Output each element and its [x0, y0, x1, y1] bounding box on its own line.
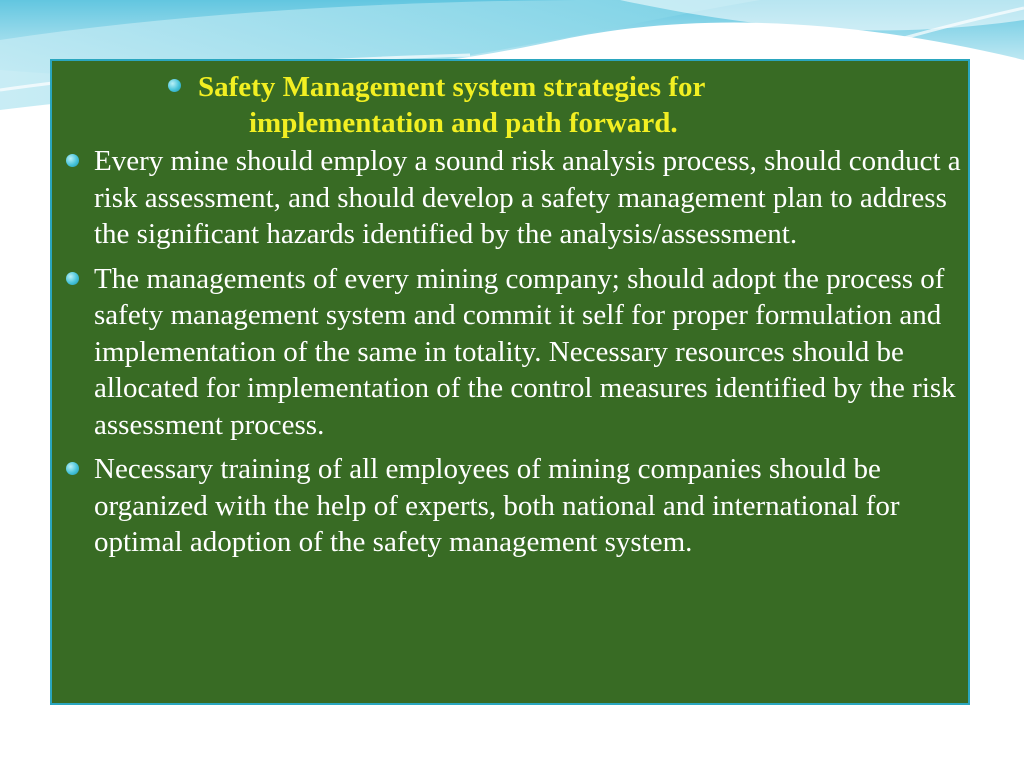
bullet-text: The managements of every mining company; should adopt the process of safety management system and commit it self for proper formulation and implementation of the same in totality. Necessary resources should be allocated for implementation of the control measures identified by the risk assessment process.: [94, 262, 956, 441]
heading-line-1: Safety Management system strategies for: [198, 71, 706, 103]
content-box: [50, 59, 970, 705]
bullet-text: Necessary training of all employees of mining companies should be organized with the help of experts, both national and international for optimal adoption of the safety management system.: [94, 453, 900, 558]
bullet-text: Every mine should employ a sound risk analysis process, should conduct a risk assessment, and should develop a safety management plan to address the significant hazards identified by the analysis/assessment.: [94, 145, 961, 250]
heading-line-2: implementation and path forward.: [249, 107, 678, 139]
circle-bullet-icon: [168, 79, 181, 92]
bullet-item: [64, 451, 964, 561]
slide-heading: [64, 69, 964, 141]
circle-bullet-icon: [66, 272, 79, 285]
bullet-item: [64, 261, 964, 444]
bullet-item: [64, 143, 964, 253]
bullet-list: [64, 69, 964, 569]
circle-bullet-icon: [66, 462, 79, 475]
circle-bullet-icon: [66, 154, 79, 167]
